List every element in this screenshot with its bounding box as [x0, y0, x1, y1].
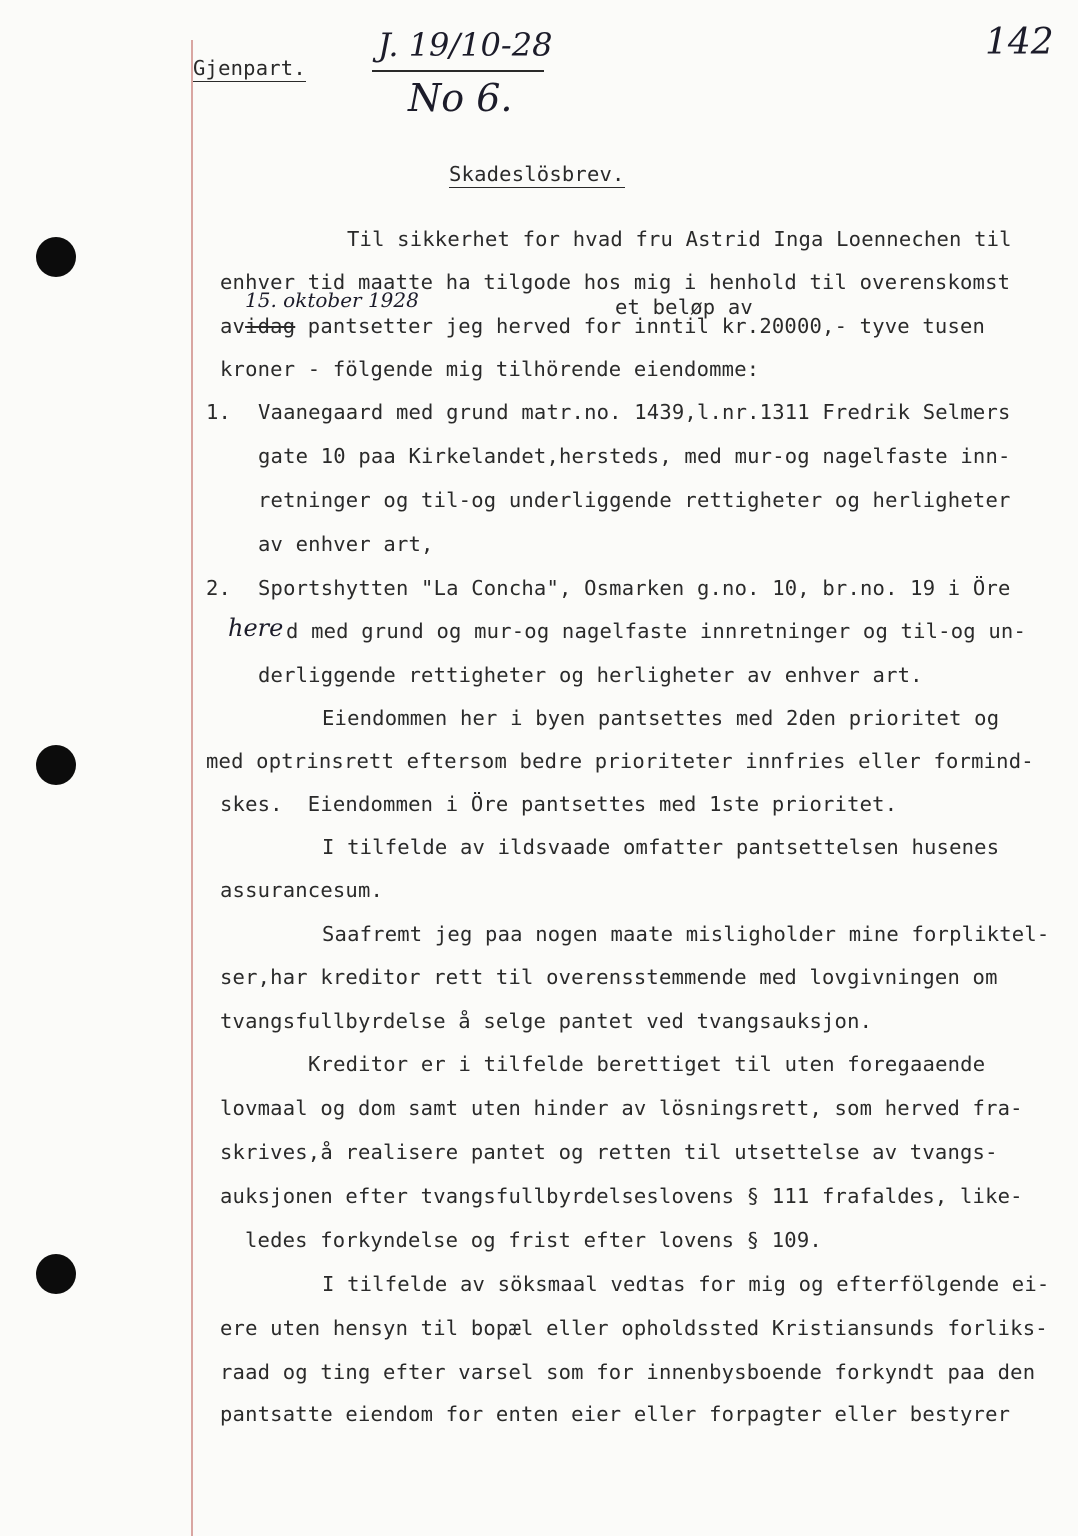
- text-line: Vaanegaard med grund matr.no. 1439,l.nr.1311 Fredrik Selmers: [258, 400, 1011, 424]
- text-line: ledes forkyndelse og frist efter lovens § 109.: [245, 1228, 822, 1252]
- text-line: med optrinsrett eftersom bedre prioriteter innfries eller formind-: [206, 749, 1034, 773]
- text-line: Saafremt jeg paa nogen maate misligholder mine forpliktel-: [322, 922, 1050, 946]
- text-line: gate 10 paa Kirkelandet,hersteds, med mur-og nagelfaste inn-: [258, 444, 1011, 468]
- document-title: Skadeslösbrev.: [449, 162, 625, 186]
- text-line: pantsatte eiendom for enten eier eller forpagter eller bestyrer: [220, 1402, 1011, 1426]
- text-line: av enhver art,: [258, 532, 434, 556]
- text-line: tvangsfullbyrdelse å selge pantet ved tvangsauksjon.: [220, 1009, 873, 1033]
- text-line: Sportshytten "La Concha", Osmarken g.no. 10, br.no. 19 i Öre: [258, 576, 1011, 600]
- handwritten-correction: here: [228, 614, 284, 642]
- text-line: skrives,å realisere pantet og retten til utsettelse av tvangs-: [220, 1140, 998, 1164]
- text-line: assurancesum.: [220, 878, 384, 902]
- margin-rule: [191, 40, 193, 1536]
- text-line: raad og ting efter varsel som for innenbysboende forkyndt paa den: [220, 1360, 1036, 1384]
- page-number: 142: [985, 22, 1054, 63]
- text-line: Kreditor er i tilfelde berettiget til uten foregaaende: [308, 1052, 986, 1076]
- text-line: ere uten hensyn til bopæl eller opholdssted Kristiansunds forliks-: [220, 1316, 1048, 1340]
- text-line: kroner - fölgende mig tilhörende eiendomme:: [220, 357, 760, 381]
- text-line: skes. Eiendommen i Öre pantsettes med 1ste prioritet.: [220, 792, 898, 816]
- text-line: lovmaal og dom samt uten hinder av lösningsrett, som herved fra-: [220, 1096, 1023, 1120]
- punch-hole: [36, 237, 76, 277]
- typed-insert-amount: et beløp av: [615, 295, 753, 319]
- date-note: J. 19/10-28: [378, 26, 553, 64]
- punch-hole: [36, 1254, 76, 1294]
- item-number: 1.: [206, 400, 232, 424]
- item-number: 2.: [206, 576, 232, 600]
- handwritten-insert-date: 15. oktober 1928: [245, 288, 419, 312]
- copy-label: Gjenpart.: [193, 56, 306, 80]
- text-line: d med grund og mur-og nagelfaste innretninger og til-og un-: [286, 619, 1026, 643]
- text-line: ser,har kreditor rett til overensstemmende med lovgivningen om: [220, 965, 998, 989]
- text-line: I tilfelde av ildsvaade omfatter pantsettelsen husenes: [322, 835, 1000, 859]
- text-line: enhver tid maatte ha tilgode hos mig i henhold til overenskomst: [220, 270, 1011, 294]
- text-line: Til sikkerhet for hvad fru Astrid Inga Loennechen til: [347, 227, 1012, 251]
- text-line: Eiendommen her i byen pantsettes med 2den prioritet og: [322, 706, 1000, 730]
- text-line: auksjonen efter tvangsfullbyrdelseslovens § 111 frafaldes, like-: [220, 1184, 1023, 1208]
- text-line: retninger og til-og underliggende rettigheter og herligheter: [258, 488, 1011, 512]
- text-line: avidag pantsetter jeg herved for inntil kr.20000,- tyve tusen: [220, 314, 986, 338]
- document-number: No 6.: [408, 76, 513, 120]
- text-line: derliggende rettigheter og herligheter av enhver art.: [258, 663, 923, 687]
- date-underline: [372, 70, 544, 72]
- punch-hole: [36, 745, 76, 785]
- text-line: I tilfelde av söksmaal vedtas for mig og efterfölgende ei-: [322, 1272, 1050, 1296]
